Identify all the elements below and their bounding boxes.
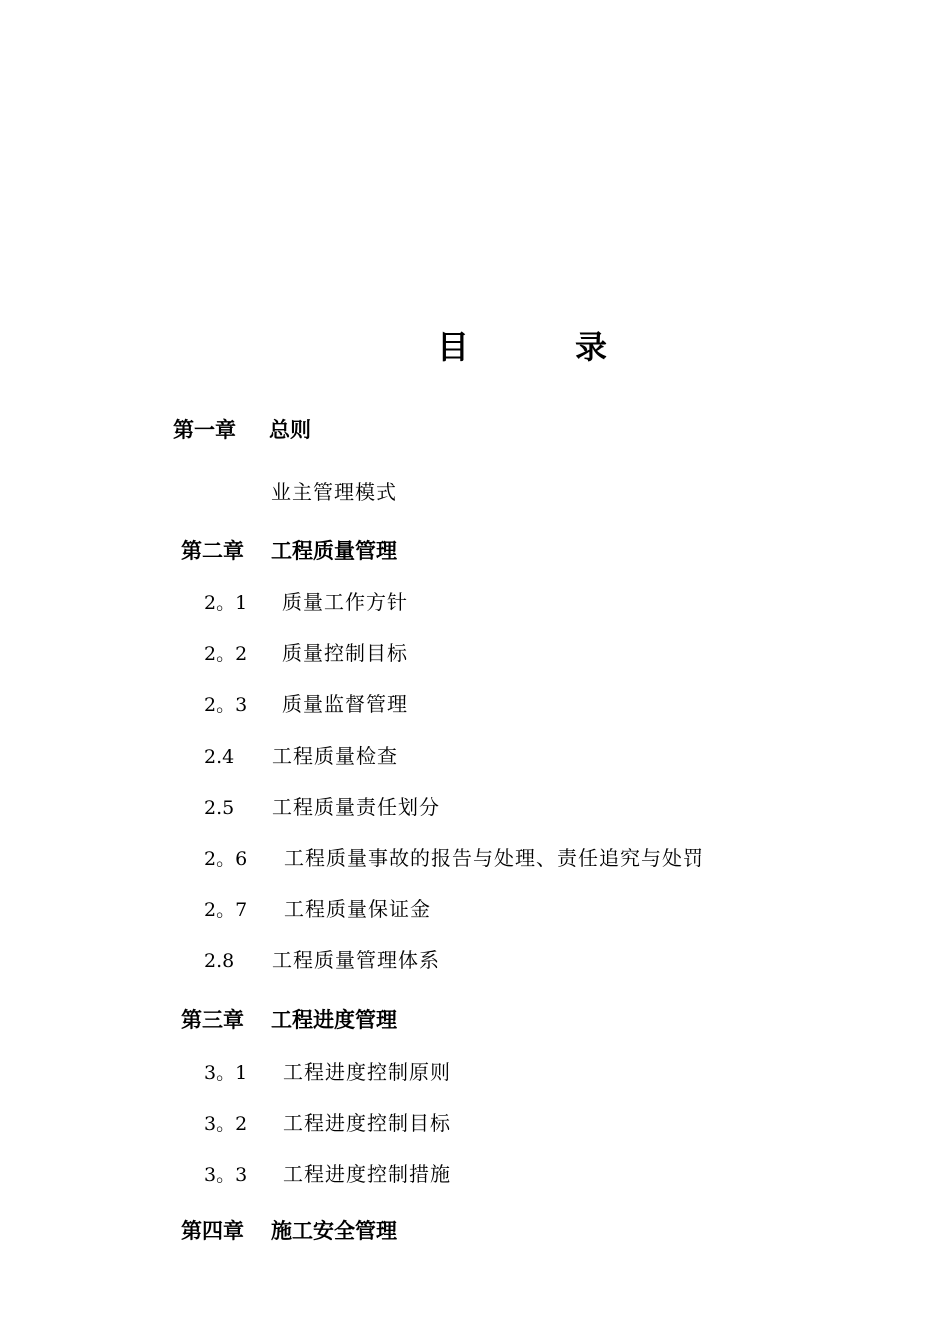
chapter-number: 第一章 (173, 418, 236, 442)
section-number: 2。3 (204, 694, 248, 716)
chapter-number: 第四章 (181, 1219, 244, 1243)
section-number: 2。2 (204, 643, 248, 665)
section-title: 工程质量事故的报告与处理、责任追究与处罚 (284, 846, 704, 870)
section-title: 质量监督管理 (282, 692, 408, 716)
section-number: 2.4 (204, 746, 235, 768)
toc-chapter-1[interactable] (173, 416, 311, 444)
chapter-title: 施工安全管理 (271, 1219, 397, 1243)
toc-section-2-8[interactable] (204, 946, 440, 974)
toc-section-3-1[interactable] (204, 1058, 451, 1086)
section-title: 工程质量管理体系 (272, 948, 440, 972)
chapter-title: 总则 (269, 418, 311, 442)
section-title: 工程进度控制目标 (283, 1111, 451, 1135)
toc-title-char-2: 录 (575, 328, 608, 366)
toc-chapter-2[interactable] (181, 537, 397, 565)
toc-section-3-2[interactable] (204, 1109, 451, 1137)
toc-chapter-3[interactable] (181, 1006, 397, 1034)
section-number: 2.5 (204, 797, 235, 819)
section-title: 质量控制目标 (282, 641, 408, 665)
section-title: 工程质量保证金 (284, 897, 431, 921)
toc-section-2-7[interactable] (204, 895, 431, 923)
section-title: 工程进度控制措施 (283, 1162, 451, 1186)
toc-section-2-2[interactable] (204, 639, 408, 667)
chapter-number: 第二章 (181, 539, 244, 563)
toc-section-2-3[interactable] (204, 690, 408, 718)
section-number: 2。6 (204, 848, 248, 870)
toc-title (0, 322, 950, 372)
toc-section-3-3[interactable] (204, 1160, 451, 1188)
section-title: 质量工作方针 (282, 590, 408, 614)
toc-section-2-1[interactable] (204, 588, 408, 616)
section-number: 3。2 (204, 1113, 248, 1135)
toc-item-owner-mode[interactable]: 业主管理模式 (271, 480, 397, 504)
section-number: 2.8 (204, 950, 235, 972)
toc-chapter-4[interactable] (181, 1217, 397, 1245)
section-number: 2。1 (204, 592, 248, 614)
section-number: 3。1 (204, 1062, 248, 1084)
section-title: 工程质量检查 (272, 744, 398, 768)
chapter-number: 第三章 (181, 1008, 244, 1032)
chapter-title: 工程进度管理 (271, 1008, 397, 1032)
section-number: 2。7 (204, 899, 248, 921)
section-number: 3。3 (204, 1164, 248, 1186)
toc-title-char-1: 目 (437, 328, 470, 366)
toc-section-2-4[interactable] (204, 742, 398, 770)
toc-section-2-5[interactable] (204, 793, 440, 821)
toc-section-2-6[interactable] (204, 844, 704, 872)
section-title: 工程进度控制原则 (283, 1060, 451, 1084)
section-title: 工程质量责任划分 (272, 795, 440, 819)
chapter-title: 工程质量管理 (271, 539, 397, 563)
